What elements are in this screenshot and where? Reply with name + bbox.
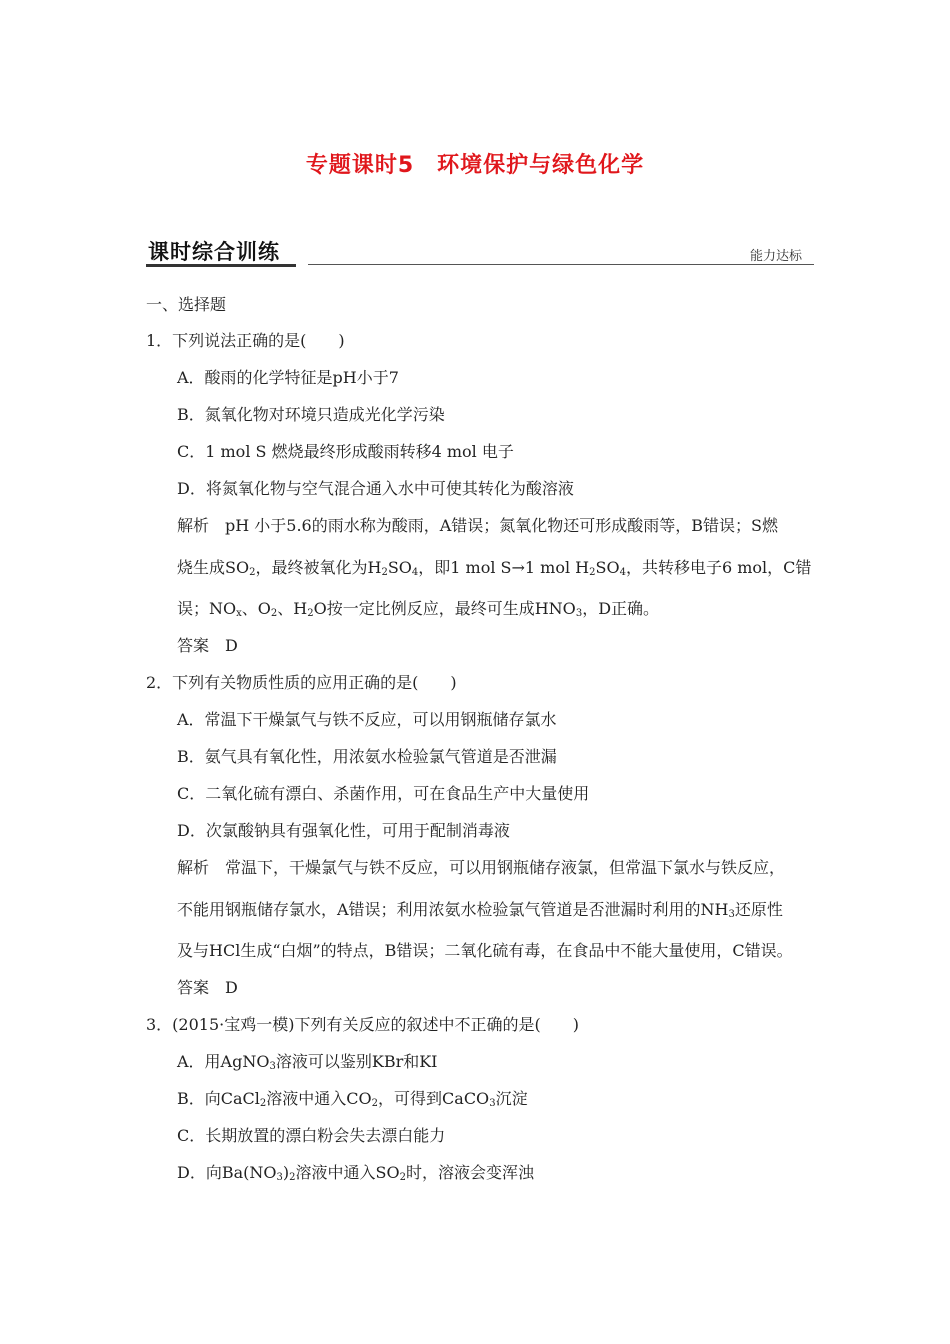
q2-explanation-line2: 不能用钢瓶储存氯水，A错误；利用浓氨水检验氯气管道是否泄漏时利用的$NH_3$还原性 [177,900,783,920]
q2-option-b: B．氨气具有氧化性，用浓氨水检验氯气管道是否泄漏 [177,747,557,766]
q2-option-c: C．二氧化硫有漂白、杀菌作用，可在食品生产中大量使用 [177,784,590,803]
q2-answer: 答案 D [177,978,238,997]
q2-option-d: D．次氯酸钠具有强氧化性，可用于配制消毒液 [177,821,510,840]
section-underline-thin [308,264,814,265]
q1-explanation-line1: 解析 pH 小于5.6的雨水称为酸雨，A错误；氮氧化物还可形成酸雨等，B错误；S燃 [177,516,779,535]
q1-explanation-line2: 烧生成$SO_2$，最终被氧化为$H_2SO_4$，即1 mol S→1 mol $H_2SO_4$，共转移电子6 mol，C错 [177,558,812,578]
q3-option-b: B．向CaCl$_2$溶液中通入$CO_2$，可得到CaCO$_3$沉淀 [177,1089,528,1109]
q1-stem: 1．下列说法正确的是( ) [146,331,345,350]
q1-option-c: C．1 mol S 燃烧最终形成酸雨转移4 mol 电子 [177,442,514,461]
part-heading: 一、选择题 [146,295,227,314]
page-title: 专题课时5 环境保护与绿色化学 [305,153,645,178]
q3-option-d: D．向$Ba(NO_3)_2$溶液中通入$SO_2$时，溶液会变浑浊 [177,1163,534,1183]
section-header [146,236,814,268]
q3-stem: 3．(2015·宝鸡一模)下列有关反应的叙述中不正确的是( ) [146,1015,579,1034]
q1-option-b: B．氮氧化物对环境只造成光化学污染 [177,405,445,424]
q1-answer: 答案 D [177,636,238,655]
section-underline-thick [146,264,296,267]
q2-option-a: A．常温下干燥氯气与铁不反应，可以用钢瓶储存氯水 [177,710,557,729]
q3-option-a: A．用AgNO$_3$溶液可以鉴别KBr和KI [177,1052,438,1072]
q2-stem: 2．下列有关物质性质的应用正确的是( ) [146,673,457,692]
section-tag: 能力达标 [749,249,802,264]
q3-option-c: C．长期放置的漂白粉会失去漂白能力 [177,1126,446,1145]
q2-explanation-line3: 及与HCl生成“白烟”的特点，B错误；二氧化硫有毒，在食品中不能大量使用，C错误。 [177,941,793,960]
q1-explanation-line3: 误；$NO_x$、$O_2$、$H_2O$按一定比例反应，最终可生成$HNO_3$，D正确。 [177,599,660,619]
q1-option-a: A．酸雨的化学特征是pH小于7 [177,368,399,387]
section-title: 课时综合训练 [148,240,280,264]
q2-explanation-line1: 解析 常温下，干燥氯气与铁不反应，可以用钢瓶储存液氯，但常温下氯水与铁反应， [177,858,786,877]
q1-option-d: D．将氮氧化物与空气混合通入水中可使其转化为酸溶液 [177,479,574,498]
